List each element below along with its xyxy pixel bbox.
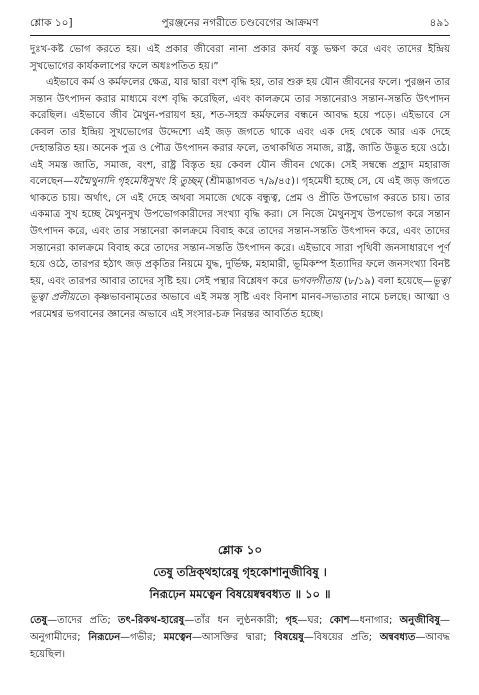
verse-line-2: নিরূঢ়েন মমত্বেন বিষয়েষ্বন্ববধ্যত ॥ ১০ ॥	[149, 587, 331, 601]
synonym-word: মমত্বেন	[163, 632, 192, 643]
synonym-meaning: —ঘর;	[297, 615, 330, 626]
verse-heading: শ্লোক ১০	[217, 543, 263, 557]
synonym-word: নিরূঢেন	[88, 632, 121, 643]
synonym-word: অনুজীবিষু	[399, 615, 440, 626]
gita-reference: (৮/১৯) বলা হয়েছে—	[340, 275, 433, 287]
synonym-meaning: —বিষয়ের প্রতি;	[303, 632, 380, 643]
running-header	[30, 12, 450, 34]
synonym-word: গৃহ	[285, 615, 298, 626]
paragraph-2-closing: । কৃষ্ণভাবনামৃতের অভাবে এই সমস্ত সৃষ্টি এবং বিনাশ মানব-সভ্যতার নামে চলছে। আত্মা ও পরমেশ্বর ভগবানের জ্ঞানের অভাবে এই সংসার-চক্র নিরন্তর আবর্তিত হচ্ছে।	[30, 292, 451, 320]
prahlada-quote: যন্মৈথুনাদি গৃহমেধিসুখং হি তুচ্ছম্	[73, 176, 203, 188]
paragraph-1: দুঃখ-কষ্ট ভোগ করতে হয়। এই প্রকার জীবেরা নানা প্রকার কদর্য বস্তু ভক্ষণ করে এবং তাদের ইন্দ্রিয় সুখভোগের কার্যকলাপের ফলে অধঃপতিত হয়।”	[30, 44, 450, 72]
header-rule	[30, 35, 450, 36]
synonym-meaning: —আসক্তির দ্বারা;	[191, 632, 275, 643]
synonym-word: কোশ	[329, 615, 350, 626]
purport-text	[30, 42, 450, 323]
verse-line-1: তেষু তদ্রিক্থহারেষু গৃহকোশানুজীবিষু ।	[153, 565, 327, 579]
word-meanings	[30, 612, 450, 663]
paragraph-2-part-1: এইভাবে কর্ম ও কর্মফলের ক্ষেত্র, যার দ্বারা বংশ বৃদ্ধি হয়, তার শুরু হয় যৌন জীবনের ফলে। পুরঞ্জন তার সন্তান উৎপাদন করার মাধ্যমে বংশ বৃদ্ধি করেছিল, এবং কালক্রমে তার সন্তানেরাও সন্তান-সন্ততি উৎপাদন করেছিল। এইভাবে জীব মৈথুন-পরায়ণ হয়, শত-সহস্র কর্মফলের বন্ধনে আবদ্ধ হয়ে পড়ে। এইভাবে সে কেবল তার ইন্দ্রিয় সুখভোগের উদ্দেশ্যে এই জড় জগতে থাকে এবং এক দেহ থেকে আর এক দেহে দেহান্তরিত হয়। অনেক পুত্র ও পৌত্র উৎপাদন করার ফলে, তথাকথিত সমাজ, রাষ্ট্র, জাতি উদ্ভূত হয়ে ওঠে। এই সমস্ত জাতি, সমাজ, বংশ, রাষ্ট্র বিস্তৃত হয় কেবল যৌন জীবন থেকে। সেই সম্বন্ধে প্রহ্লাদ মহারাজ বলেছেন—	[30, 77, 450, 188]
synonym-word: তেষু	[30, 615, 48, 626]
gita-title: ভগবদ্গীতায়	[291, 275, 341, 287]
paragraph-2	[30, 75, 450, 323]
synonym-word: তৎ-রিকথ-হারেষু	[118, 615, 185, 626]
synonym-meaning: —আবদ্ধ হয়েছিল।	[30, 632, 450, 660]
chapter-title: পুরঞ্জনের নগরীতে চণ্ডবেগের আক্রমণ	[161, 17, 319, 29]
paragraph-2-part-2: গৃহমেধী হচ্ছে সে, যে এই জড় জগতে থাকতে চায়। অর্থাৎ, সে এই দেহে অথবা সমাজে থেকে বন্ধুত্ব, প্রেম ও প্রীতি উপভোগ করতে চায়। তার একমাত্র সুখ হচ্ছে মৈথুনসুখ উপভোগকারীদের সংখ্যা বৃদ্ধি করা। সে নিজে মৈথুনসুখ উপভোগ করে সন্তান উৎপাদন করে, এবং তার সন্তানেরা কালক্রমে বিবাহ করে তাদের সন্তান-সন্ততি উৎপাদন করে, এবং তাদের সন্তানেরা কালক্রমে বিবাহ করে তাদের সন্তান-সন্ততি উৎপাদন করে। এইভাবে সারা পৃথিবী জনসাধারণে পূর্ণ হয়ে ওঠে, তারপর হঠাৎ জড় প্রকৃতির নিয়মে যুদ্ধ, দুর্ভিক্ষ, মহামারী, ভূমিকম্প ইত্যাদির ফলে জনসংখ্যা বিনষ্ট হয়, এবং তারপর আবার তাদের সৃষ্টি হয়। সেই পন্থার বিশ্লেষণ করে	[30, 176, 450, 287]
synonym-meaning: —ধনাগার;	[349, 615, 400, 626]
gita-quote: ভূত্বা ভূত্বা প্রলীয়তে	[30, 275, 450, 304]
bhagavatam-reference: (শ্রীমদ্ভাগবত ৭/৯/৪৫)।	[202, 176, 299, 188]
synonym-meaning: —তাঁর ধন লুণ্ঠনকারী;	[184, 615, 286, 626]
synonym-meaning: —অনুগামীদের;	[30, 615, 450, 643]
synonym-word: বিষয়েষু	[274, 632, 304, 643]
synonym-word: অন্ববধ্যত	[379, 632, 416, 643]
verse-marker: শ্লোক ১০]	[30, 17, 73, 29]
synonym-meaning: —গভীর;	[120, 632, 164, 643]
synonym-meaning: —তাদের প্রতি;	[47, 615, 119, 626]
page-number: ৪৯১	[429, 17, 450, 29]
